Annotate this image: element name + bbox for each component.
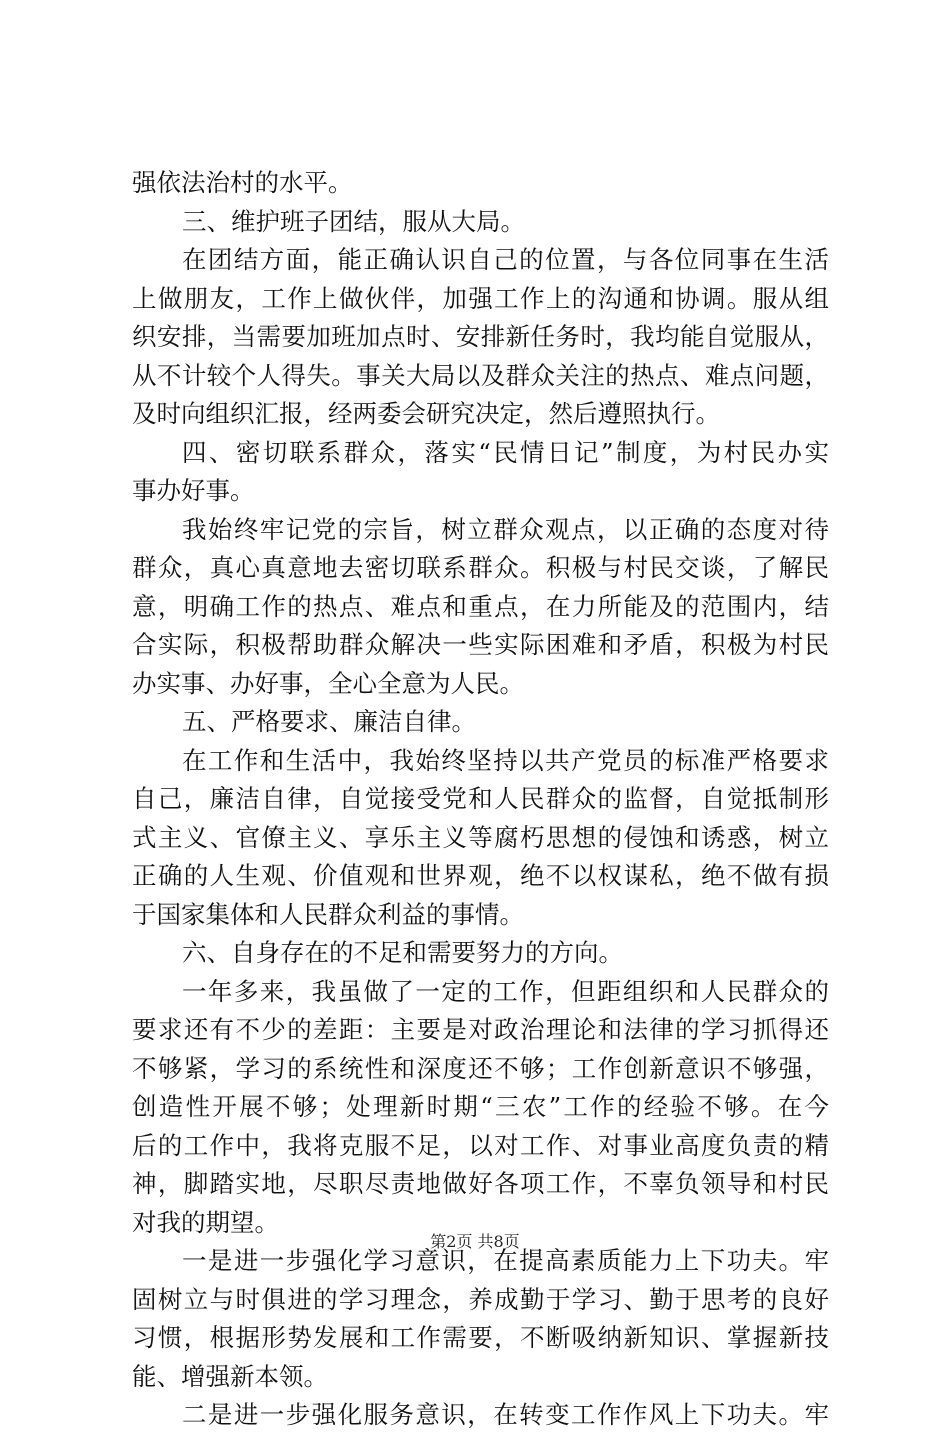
text-line: 及时向组织汇报，经两委会研究决定，然后遵照执行。 [132, 399, 720, 428]
text-line: 强依法治村的水平。 [132, 168, 353, 197]
text-line: 式主义、官僚主义、享乐主义等腐朽思想的侵蚀和诱惑，树立 [132, 822, 829, 852]
text-line: 正确的人生观、价值观和世界观，绝不以权谋私，绝不做有损 [132, 861, 829, 890]
text-line: 创造性开展不够；处理新时期“三农”工作的经验不够。在今 [132, 1092, 829, 1121]
text-line: 一年多来，我虽做了一定的工作，但距组织和人民群众的 [182, 976, 829, 1006]
text-line: 群众，真心真意地去密切联系群众。积极与村民交谈，了解民 [132, 553, 829, 582]
text-line: 能、增强新本领。 [132, 1361, 328, 1391]
text-line: 从不计较个人得失。事关大局以及群众关注的热点、难点问题， [132, 360, 829, 390]
page-number-footer: 第2页 共8页 [430, 1232, 520, 1251]
text-line: 要求还有不少的差距：主要是对政治理论和法律的学习抓得还 [132, 1015, 829, 1044]
text-line: 后的工作中，我将克服不足，以对工作、对事业高度负责的精 [132, 1130, 829, 1160]
text-line: 于国家集体和人民群众利益的事情。 [132, 899, 524, 929]
text-line: 不够紧，学习的系统性和深度还不够；工作创新意识不够强， [132, 1053, 829, 1083]
text-line: 六、自身存在的不足和需要努力的方向。 [182, 938, 623, 967]
text-line: 织安排，当需要加班加点时、安排新任务时，我均能自觉服从， [132, 322, 829, 351]
text-line: 一是进一步强化学习意识，在提高素质能力上下功夫。牢 [182, 1246, 829, 1275]
text-line: 神，脚踏实地，尽职尽责地做好各项工作，不辜负领导和村民 [132, 1169, 829, 1198]
text-line: 我始终牢记党的宗旨，树立群众观点，以正确的态度对待 [182, 514, 829, 544]
text-line: 上做朋友，工作上做伙伴，加强工作上的沟通和协调。服从组 [132, 283, 829, 313]
text-line: 二是进一步强化服务意识，在转变工作作风上下功夫。牢 [182, 1400, 829, 1429]
text-line: 三、维护班子团结，服从大局。 [182, 206, 525, 236]
text-line: 在工作和生活中，我始终坚持以共产党员的标准严格要求 [182, 745, 829, 775]
text-line: 办实事、办好事，全心全意为人民。 [132, 668, 524, 698]
text-line: 在团结方面，能正确认识自己的位置，与各位同事在生活 [182, 245, 829, 274]
text-line: 意，明确工作的热点、难点和重点，在力所能及的范围内，结 [132, 591, 829, 621]
text-line: 固树立与时俱进的学习理念，养成勤于学习、勤于思考的良好 [132, 1284, 829, 1314]
text-line: 五、严格要求、廉洁自律。 [182, 707, 476, 736]
text-line: 对我的期望。 [132, 1207, 279, 1237]
text-line: 合实际，积极帮助群众解决一些实际困难和矛盾，积极为村民 [132, 630, 829, 659]
text-line: 四、密切联系群众，落实“民情日记”制度，为村民办实 [182, 437, 829, 467]
text-line: 自己，廉洁自律，自觉接受党和人民群众的监督，自觉抵制形 [132, 784, 829, 813]
text-line: 事办好事。 [132, 476, 255, 505]
text-line: 习惯，根据形势发展和工作需要，不断吸纳新知识、掌握新技 [132, 1323, 829, 1352]
